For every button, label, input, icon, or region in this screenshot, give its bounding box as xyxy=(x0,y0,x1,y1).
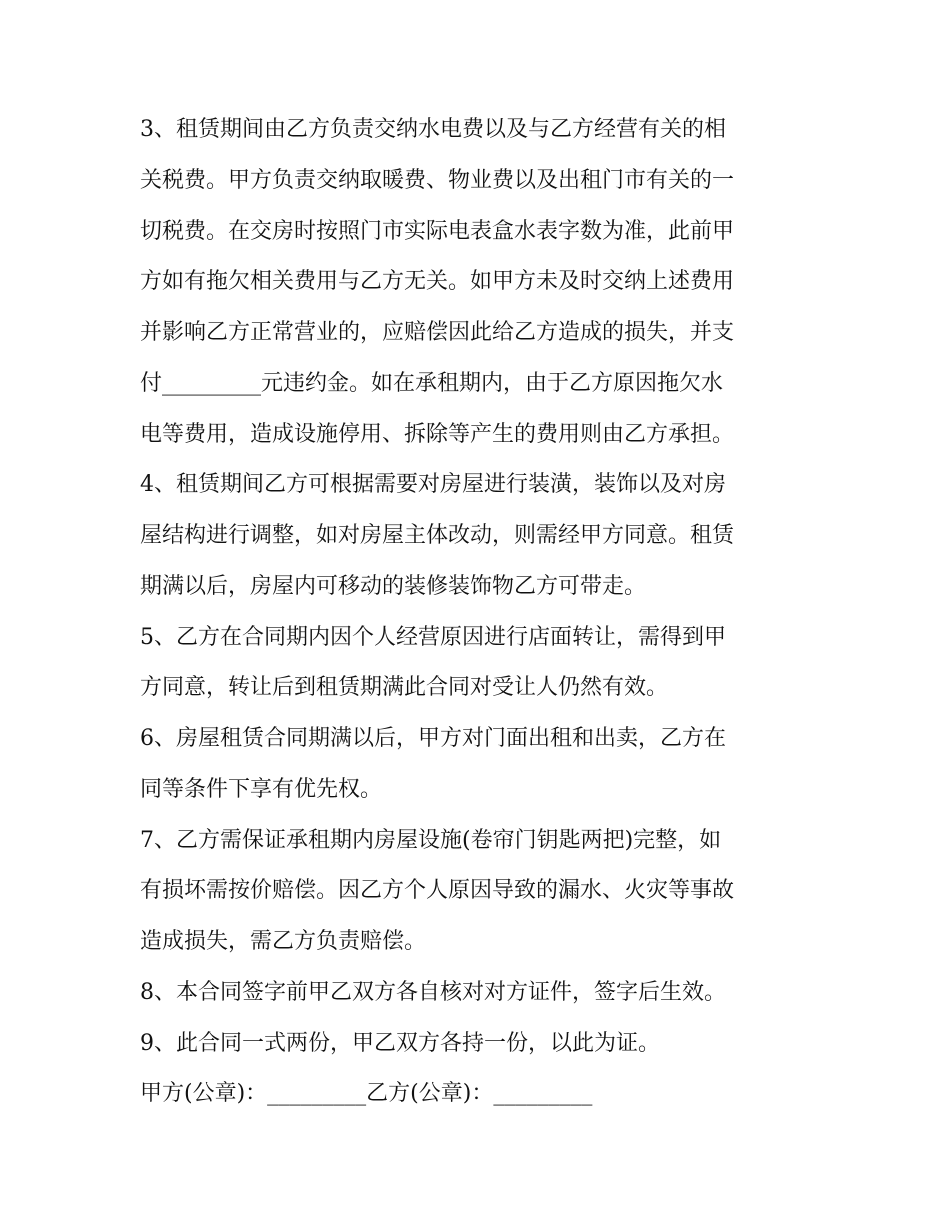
clause-7-line-3: 造成损失，需乙方负责赔偿。 xyxy=(140,929,427,954)
clause-4-line-2: 屋结构进行调整，如对房屋主体改动，则需经甲方同意。租赁 xyxy=(140,523,735,548)
clause-3-line-2: 关税费。甲方负责交纳取暖费、物业费以及出租门市有关的一 xyxy=(140,168,735,193)
clause-6-line-2: 同等条件下享有优先权。 xyxy=(140,777,383,802)
clause-4-line-3: 期满以后，房屋内可移动的装修装饰物乙方可带走。 xyxy=(140,574,647,599)
clause-5-line-1: 5、乙方在合同期内因个人经营原因进行店面转让，需得到甲 xyxy=(140,625,726,650)
clause-7-line-2: 有损坏需按价赔偿。因乙方个人原因导致的漏水、火灾等事故 xyxy=(140,878,735,903)
clause-3-line-3: 切税费。在交房时按照门市实际电表盒水表字数为准，此前甲 xyxy=(140,219,735,244)
signature-line: 甲方(公章)：_________乙方(公章)：_________ xyxy=(140,1081,593,1106)
clause-3-line-7: 电等费用，造成设施停用、拆除等产生的费用则由乙方承担。 xyxy=(140,422,735,447)
clause-4-line-1: 4、租赁期间乙方可根据需要对房屋进行装潢，装饰以及对房 xyxy=(140,472,726,497)
clause-6-line-1: 6、房屋租赁合同期满以后，甲方对门面出租和出卖，乙方在 xyxy=(140,726,726,751)
clause-3-line-1: 3、租赁期间由乙方负责交纳水电费以及与乙方经营有关的相 xyxy=(140,117,726,142)
clause-3-line-4: 方如有拖欠相关费用与乙方无关。如甲方未及时交纳上述费用 xyxy=(140,269,735,294)
clause-3-line-6: 付_________元违约金。如在承租期内，由于乙方原因拖欠水 xyxy=(140,371,724,396)
clause-5-line-2: 方同意，转让后到租赁期满此合同对受让人仍然有效。 xyxy=(140,675,669,700)
clause-7-line-1: 7、乙方需保证承租期内房屋设施(卷帘门钥匙两把)完整，如 xyxy=(140,828,722,853)
clause-8-line-1: 8、本合同签字前甲乙双方各自核对对方证件，签字后生效。 xyxy=(140,980,726,1005)
clause-3-line-5: 并影响乙方正常营业的，应赔偿因此给乙方造成的损失，并支 xyxy=(140,320,735,345)
clause-9-line-1: 9、此合同一式两份，甲乙双方各持一份，以此为证。 xyxy=(140,1031,660,1056)
